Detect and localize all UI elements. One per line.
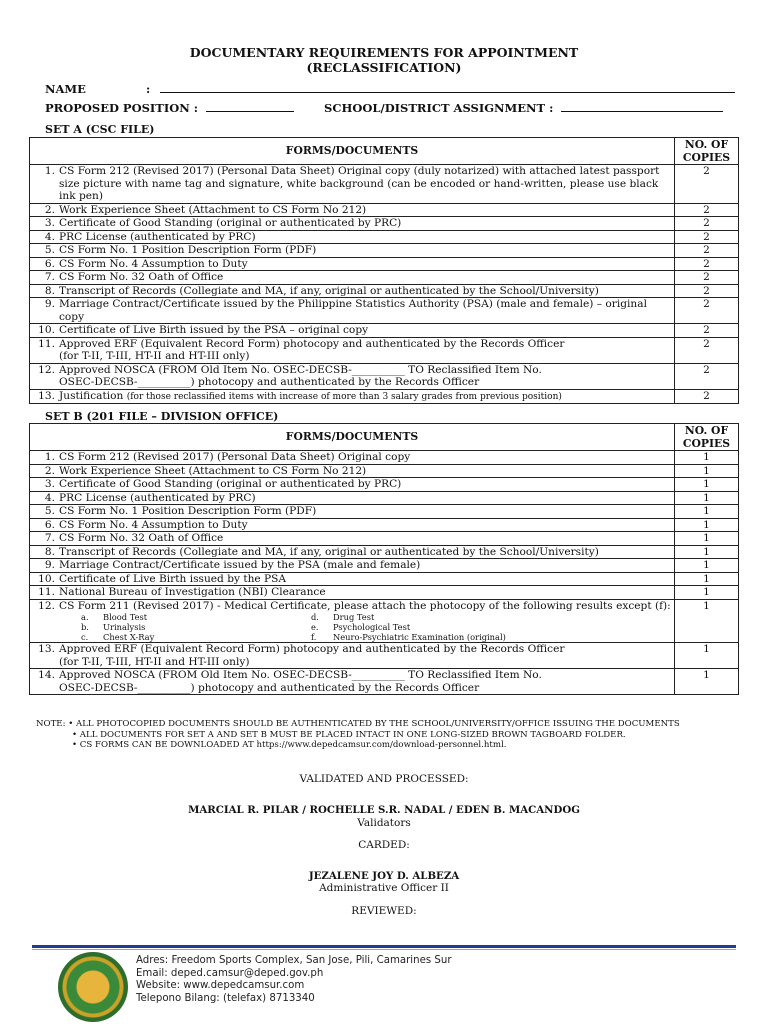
- copies-cell: 2: [675, 324, 739, 338]
- validated-label: VALIDATED AND PROCESSED:: [299, 773, 469, 785]
- item-text-block: [59, 600, 671, 613]
- item-number: 10.: [38, 572, 55, 585]
- copies-cell: 2: [675, 271, 739, 285]
- list-item: [33, 285, 671, 298]
- document-cell: [30, 491, 675, 505]
- table-row: [30, 669, 739, 695]
- item-text: Marriage Contract/Certificate issued by the Philippine Statistics Authority (PSA) (male and female) – original copy: [59, 298, 647, 323]
- document-cell: [30, 599, 675, 643]
- copies-cell: 2: [675, 389, 739, 404]
- item-number: 5.: [44, 244, 55, 256]
- footer-address: Adres: Freedom Sports Complex, San Jose, Pili, Camarines Sur: [136, 955, 452, 966]
- carded-role: Administrative Officer II: [319, 882, 449, 894]
- document-subtitle: (RECLASSIFICATION): [306, 60, 462, 75]
- copies-cell: 1: [675, 491, 739, 505]
- item-text-block: [59, 204, 671, 217]
- copies-cell: 1: [675, 643, 739, 669]
- item-text-block: [59, 573, 671, 586]
- item-number: 6.: [44, 518, 55, 531]
- name-input-line[interactable]: [160, 82, 735, 93]
- item-text: CS Form 212 (Revised 2017) (Personal Data Sheet) Original copy: [59, 451, 411, 463]
- copies-cell: 1: [675, 599, 739, 643]
- item-text-block: [59, 546, 671, 559]
- copies-cell: 1: [675, 505, 739, 519]
- document-cell: [30, 518, 675, 532]
- table-row: [30, 257, 739, 271]
- copies-cell: 2: [675, 217, 739, 231]
- set-b-header-row: [30, 424, 739, 451]
- medical-test-name: Blood Test: [103, 612, 148, 622]
- list-item: [33, 532, 671, 545]
- name-colon: :: [145, 82, 151, 96]
- table-row: [30, 545, 739, 559]
- list-item: [33, 505, 671, 518]
- table-row: [30, 464, 739, 478]
- document-cell: [30, 363, 675, 389]
- table-row: [30, 491, 739, 505]
- copies-cell: 1: [675, 669, 739, 695]
- item-text-block: [59, 478, 671, 491]
- document-cell: [30, 271, 675, 285]
- item-number: 13.: [38, 389, 55, 402]
- school-assignment-input-line[interactable]: [561, 101, 723, 112]
- medical-test-name: Psychological Test: [333, 622, 411, 632]
- table-row: [30, 298, 739, 324]
- copies-cell: 2: [675, 298, 739, 324]
- item-text: PRC License (authenticated by PRC): [59, 230, 256, 243]
- item-text: CS Form No. 32 Oath of Office: [59, 271, 224, 283]
- table-row: [30, 230, 739, 244]
- forms-documents-header: FORMS/DOCUMENTS: [30, 138, 675, 165]
- set-b-title: SET B (201 FILE – DIVISION OFFICE): [45, 410, 279, 423]
- medical-test-letter: d.: [311, 612, 319, 622]
- school-assignment-label: SCHOOL/DISTRICT ASSIGNMENT :: [324, 101, 554, 115]
- note-download: • CS FORMS CAN BE DOWNLOADED AT https://www.depedcamsur.com/download-personnel.html.: [72, 740, 507, 750]
- item-text-block: [59, 669, 671, 694]
- item-text: CS Form No. 1 Position Description Form (PDF): [59, 505, 317, 517]
- document-cell: [30, 337, 675, 363]
- copies-cell: 2: [675, 284, 739, 298]
- item-number: 13.: [38, 643, 55, 655]
- item-text-block: [59, 271, 671, 284]
- document-cell: [30, 545, 675, 559]
- list-item: [33, 271, 671, 284]
- set-a-title: SET A (CSC FILE): [45, 123, 155, 136]
- list-item: [33, 390, 671, 404]
- item-number: 4.: [44, 491, 55, 504]
- item-text: Certificate of Good Standing (original or authenticated by PRC): [59, 478, 402, 490]
- item-number: 4.: [44, 230, 55, 243]
- copies-cell: 1: [675, 532, 739, 546]
- item-number: 10.: [38, 324, 55, 336]
- set-a-table: [29, 137, 739, 404]
- item-text: Certificate of Live Birth issued by the PSA: [59, 572, 287, 585]
- validators-names: MARCIAL R. PILAR / ROCHELLE S.R. NADAL / EDEN B. MACANDOG: [188, 804, 580, 816]
- table-row: [30, 518, 739, 532]
- table-row: [30, 586, 739, 600]
- copies-cell: 2: [675, 363, 739, 389]
- item-text-block: [59, 285, 671, 298]
- medical-tests-list: [33, 612, 671, 642]
- item-text-block: [59, 586, 671, 599]
- item-number: 2.: [44, 203, 55, 216]
- document-cell: [30, 217, 675, 231]
- item-number: 1.: [44, 165, 55, 177]
- document-cell: [30, 165, 675, 204]
- medical-test-letter: b.: [81, 622, 89, 632]
- medical-test-letter: c.: [81, 632, 89, 642]
- note-folder: • ALL DOCUMENTS FOR SET A AND SET B MUST BE PLACED INTACT IN ONE LONG-SIZED BROWN TAGBOARD FOLDER.: [72, 729, 626, 740]
- list-item: [33, 217, 671, 230]
- list-item: [33, 643, 671, 668]
- list-item: [33, 586, 671, 599]
- copies-cell: 2: [675, 165, 739, 204]
- item-number: 3.: [44, 217, 55, 229]
- table-row: [30, 217, 739, 231]
- item-text: Marriage Contract/Certificate issued by the PSA (male and female): [59, 559, 421, 571]
- copies-cell: 2: [675, 203, 739, 217]
- document-cell: [30, 244, 675, 258]
- list-item: [33, 519, 671, 532]
- document-cell: [30, 559, 675, 573]
- document-cell: [30, 298, 675, 324]
- footer-divider: [32, 945, 736, 948]
- list-item: [33, 492, 671, 505]
- proposed-position-input-line[interactable]: [206, 101, 294, 112]
- item-text-block: [59, 244, 671, 257]
- item-text-block: [59, 559, 671, 572]
- list-item: [33, 324, 671, 337]
- copies-cell: 2: [675, 230, 739, 244]
- footer-email[interactable]: Email: deped.camsur@deped.gov.ph: [136, 967, 324, 979]
- table-row: [30, 478, 739, 492]
- list-item: [33, 364, 671, 389]
- document-cell: [30, 324, 675, 338]
- list-item: [33, 451, 671, 464]
- item-text: CS Form No. 4 Assumption to Duty: [59, 257, 248, 270]
- name-field-row: [45, 82, 735, 96]
- forms-documents-header: FORMS/DOCUMENTS: [30, 424, 675, 451]
- list-item: [33, 669, 671, 694]
- document-cell: [30, 284, 675, 298]
- item-number: 9.: [44, 559, 55, 571]
- item-text: Work Experience Sheet (Attachment to CS Form No 212): [59, 464, 367, 477]
- list-item: [33, 559, 671, 572]
- item-text: CS Form No. 32 Oath of Office: [59, 532, 224, 544]
- item-number: 8.: [44, 284, 55, 297]
- medical-test-name: Neuro-Psychiatric Examination (original): [333, 632, 506, 642]
- item-text-block: [59, 492, 671, 505]
- document-cell: [30, 669, 675, 695]
- copies-cell: 1: [675, 572, 739, 586]
- table-row: [30, 324, 739, 338]
- item-text-block: [59, 451, 671, 464]
- table-row: [30, 643, 739, 669]
- table-row: [30, 532, 739, 546]
- item-text-block: [59, 217, 671, 230]
- table-row: [30, 599, 739, 643]
- copies-cell: 2: [675, 337, 739, 363]
- list-item: [33, 600, 671, 613]
- item-text: Justification: [59, 389, 124, 402]
- copies-cell: 1: [675, 464, 739, 478]
- medical-test-name: Drug Test: [333, 612, 375, 622]
- document-title: DOCUMENTARY REQUIREMENTS FOR APPOINTMENT: [189, 45, 579, 60]
- list-item: [33, 546, 671, 559]
- copies-cell: 2: [675, 244, 739, 258]
- note-authentication: NOTE: • ALL PHOTOCOPIED DOCUMENTS SHOULD BE AUTHENTICATED BY THE SCHOOL/UNIVERSITY/OFFICE ISSUING THE DOCUMENTS: [36, 719, 680, 729]
- table-row: [30, 363, 739, 389]
- item-number: 8.: [44, 545, 55, 558]
- reviewed-label: REVIEWED:: [351, 905, 417, 917]
- medical-test-item: [81, 612, 311, 622]
- document-cell: [30, 451, 675, 465]
- copies-cell: 1: [675, 518, 739, 532]
- item-text: Certificate of Good Standing (original or authenticated by PRC): [59, 217, 402, 229]
- deped-seal-icon: [58, 952, 128, 1022]
- item-text-block: [59, 258, 671, 271]
- item-text: Approved ERF (Equivalent Record Form) photocopy and authenticated by the Records Officer: [59, 337, 565, 350]
- item-text-block: [59, 165, 671, 203]
- document-cell: [30, 464, 675, 478]
- item-number: 1.: [44, 451, 55, 463]
- list-item: [33, 244, 671, 257]
- copies-cell: 1: [675, 451, 739, 465]
- item-number: 11.: [38, 337, 55, 350]
- set-b-table: [29, 423, 739, 695]
- table-row: [30, 505, 739, 519]
- item-text-block: [59, 298, 671, 323]
- item-text: CS Form No. 4 Assumption to Duty: [59, 518, 248, 531]
- item-text: Approved ERF (Equivalent Record Form) photocopy and authenticated by the Records Officer: [59, 643, 565, 655]
- item-text: CS Form 211 (Revised 2017) - Medical Certificate, please attach the photocopy of the following results except (f):: [59, 599, 671, 612]
- list-item: [33, 165, 671, 203]
- item-number: 12.: [38, 363, 55, 376]
- item-text-block: [59, 338, 671, 363]
- item-note: (for those reclassified items with increase of more than 3 salary grades from previous position): [126, 391, 562, 402]
- item-number: 2.: [44, 464, 55, 477]
- list-item: [33, 298, 671, 323]
- notes-section: [36, 719, 748, 751]
- copies-cell: 1: [675, 559, 739, 573]
- item-number: 6.: [44, 257, 55, 270]
- copies-cell: 2: [675, 257, 739, 271]
- item-subtext: OSEC-DECSB-__________) photocopy and authenticated by the Records Officer: [59, 681, 480, 694]
- document-cell: [30, 203, 675, 217]
- item-subtext: (for T-II, T-III, HT-II and HT-III only): [59, 350, 250, 362]
- item-text-block: [59, 364, 671, 389]
- item-text-block: [59, 324, 671, 337]
- medical-test-name: Urinalysis: [103, 622, 146, 632]
- item-number: 9.: [44, 298, 55, 310]
- name-label: NAME: [45, 82, 86, 96]
- table-row: [30, 451, 739, 465]
- copies-cell: 1: [675, 586, 739, 600]
- item-text: Approved NOSCA (FROM Old Item No. OSEC-DECSB-__________ TO Reclassified Item No.: [59, 669, 542, 681]
- document-cell: [30, 586, 675, 600]
- item-number: 3.: [44, 478, 55, 490]
- medical-test-item: [81, 632, 311, 642]
- document-cell: [30, 478, 675, 492]
- item-text-block: [59, 465, 671, 478]
- medical-test-name: Chest X-Ray: [103, 632, 155, 642]
- table-row: [30, 203, 739, 217]
- medical-test-letter: e.: [311, 622, 319, 632]
- table-row: [30, 165, 739, 204]
- item-text: Work Experience Sheet (Attachment to CS Form No 212): [59, 203, 367, 216]
- item-text: PRC License (authenticated by PRC): [59, 491, 256, 504]
- document-cell: [30, 532, 675, 546]
- item-text: CS Form No. 1 Position Description Form (PDF): [59, 244, 317, 256]
- carded-label: CARDED:: [358, 839, 410, 851]
- footer-website[interactable]: Website: www.depedcamsur.com: [136, 980, 305, 992]
- table-row: [30, 572, 739, 586]
- list-item: [33, 465, 671, 478]
- medical-test-item: [311, 632, 611, 642]
- document-cell: [30, 505, 675, 519]
- item-number: 7.: [44, 271, 55, 283]
- item-subtext: OSEC-DECSB-__________) photocopy and authenticated by the Records Officer: [59, 376, 480, 388]
- validators-role: Validators: [357, 817, 411, 829]
- list-item: [33, 258, 671, 271]
- table-row: [30, 244, 739, 258]
- item-text-block: [59, 505, 671, 518]
- copies-header: NO. OF COPIES: [675, 138, 739, 165]
- item-text: Transcript of Records (Collegiate and MA, if any, original or authenticated by the School/University): [59, 284, 599, 297]
- item-text-block: [59, 231, 671, 244]
- item-number: 5.: [44, 505, 55, 517]
- medical-test-item: [81, 622, 311, 632]
- position-field-row: [45, 101, 723, 115]
- carded-name: JEZALENE JOY D. ALBEZA: [308, 870, 460, 882]
- document-cell: [30, 643, 675, 669]
- item-number: 12.: [38, 599, 55, 612]
- document-cell: [30, 572, 675, 586]
- medical-test-letter: a.: [81, 612, 89, 622]
- document-cell: [30, 230, 675, 244]
- set-a-header-row: [30, 138, 739, 165]
- copies-header: NO. OF COPIES: [675, 424, 739, 451]
- item-subtext: (for T-II, T-III, HT-II and HT-III only): [59, 655, 250, 668]
- medical-test-item: [311, 622, 611, 632]
- footer-contact: [136, 955, 452, 1005]
- item-text-block: [59, 532, 671, 545]
- footer-phone: Telepono Bilang: (telefax) 8713340: [136, 992, 315, 1004]
- item-text: National Bureau of Investigation (NBI) Clearance: [59, 586, 326, 598]
- proposed-position-label: PROPOSED POSITION :: [45, 101, 198, 115]
- item-text: Certificate of Live Birth issued by the PSA – original copy: [59, 324, 369, 336]
- item-text: Transcript of Records (Collegiate and MA, if any, original or authenticated by the School/University): [59, 545, 599, 558]
- item-text-block: [59, 643, 671, 668]
- medical-test-letter: f.: [311, 632, 317, 642]
- table-row: [30, 271, 739, 285]
- item-number: 7.: [44, 532, 55, 544]
- item-number: 11.: [38, 586, 55, 598]
- list-item: [33, 478, 671, 491]
- medical-test-item: [311, 612, 611, 622]
- table-row: [30, 389, 739, 404]
- item-text-block: [59, 519, 671, 532]
- list-item: [33, 573, 671, 586]
- item-text-block: [59, 390, 671, 404]
- table-row: [30, 284, 739, 298]
- item-text: Approved NOSCA (FROM Old Item No. OSEC-DECSB-__________ TO Reclassified Item No.: [59, 363, 542, 376]
- list-item: [33, 231, 671, 244]
- footer-divider-thin: [32, 949, 736, 950]
- item-text: CS Form 212 (Revised 2017) (Personal Data Sheet) Original copy (duly notarized) with attached latest passport size picture with name tag and signature, white background (can be encoded or hand-written, please use black ink pen): [59, 165, 660, 202]
- table-row: [30, 559, 739, 573]
- list-item: [33, 338, 671, 363]
- copies-cell: 1: [675, 545, 739, 559]
- item-number: 14.: [38, 669, 55, 681]
- document-cell: [30, 389, 675, 404]
- document-cell: [30, 257, 675, 271]
- table-row: [30, 337, 739, 363]
- copies-cell: 1: [675, 478, 739, 492]
- list-item: [33, 204, 671, 217]
